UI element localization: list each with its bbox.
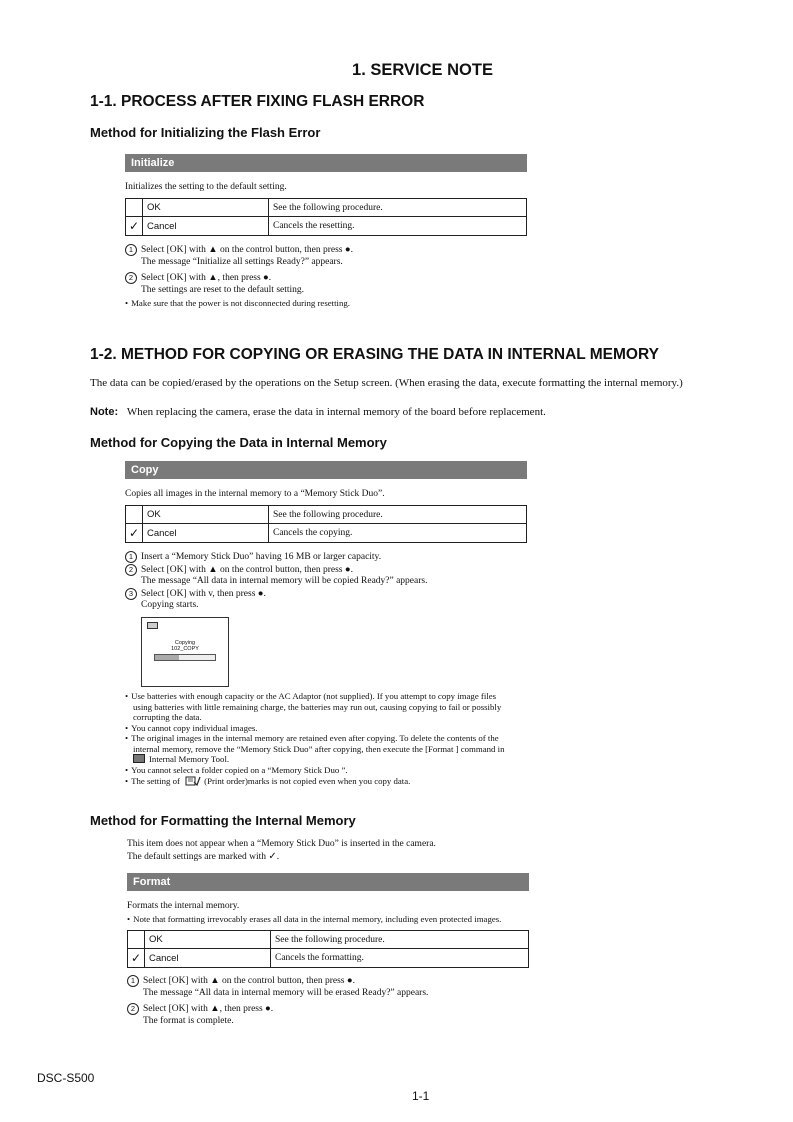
- format-bullet: • Note that formatting irrevocably erases all data in the internal memory, including even protected images.: [127, 914, 501, 925]
- option-desc: See the following procedure.: [269, 199, 527, 217]
- step-number-icon: 1: [125, 244, 137, 256]
- copy-bar: Copy: [125, 461, 527, 479]
- format-intro-line: This item does not appear when a “Memory Stick Duo” is inserted in the camera.: [127, 839, 436, 849]
- table-row[interactable]: [126, 524, 527, 543]
- option-desc: See the following procedure.: [269, 506, 527, 524]
- screen-text: [142, 640, 228, 652]
- step-number-icon: 2: [125, 564, 137, 576]
- option-label: OK: [143, 199, 269, 217]
- option-label: OK: [143, 506, 269, 524]
- step-number-icon: 1: [127, 975, 139, 987]
- copy-intro: Copies all images in the internal memory to a “Memory Stick Duo”.: [125, 489, 385, 499]
- check-cell: [126, 217, 143, 236]
- note: [90, 406, 546, 418]
- checkmark-icon: ✓: [268, 850, 277, 862]
- bullet-text: (Print order)marks is not copied even when you copy data.: [204, 776, 411, 786]
- bullet-line: [125, 775, 545, 787]
- table-row[interactable]: [126, 506, 527, 524]
- step-text: Insert a “Memory Stick Duo” having 16 MB or larger capacity.: [141, 552, 382, 562]
- initialize-step-2: [125, 272, 304, 296]
- section-heading-copy-erase: 1-2. METHOD FOR COPYING OR ERASING THE DATA IN INTERNAL MEMORY: [90, 346, 659, 363]
- step-text: Select [OK] with ▲, then press ●.: [143, 1004, 274, 1014]
- option-label: Cancel: [145, 949, 271, 968]
- progress-fill: [155, 655, 179, 660]
- option-label: OK: [145, 931, 271, 949]
- step-number-icon: 2: [127, 1003, 139, 1015]
- copy-options-table: [125, 505, 527, 543]
- table-row[interactable]: [126, 217, 527, 236]
- bullet-line: using batteries with little remaining charge, the batteries may run out, causing copying to fail or possibly: [133, 701, 502, 712]
- step-text: The message “All data in internal memory will be copied Ready?” appears.: [141, 576, 428, 586]
- step-text: The settings are reset to the default setting.: [141, 284, 305, 295]
- step-text: Select [OK] with ▲ on the control button, then press ●.: [143, 976, 355, 986]
- bullet-line: internal memory, remove the “Memory Stick Duo” after copying, then execute the [Format ] command in: [133, 743, 505, 754]
- format-step-1: [127, 975, 428, 999]
- step-text: Select [OK] with ▲ on the control button, then press ●.: [141, 245, 353, 255]
- option-desc: Cancels the formatting.: [271, 949, 529, 968]
- table-row[interactable]: [128, 949, 529, 968]
- bullet-line: • You cannot copy individual images.: [125, 723, 545, 734]
- checkmark-icon: ✓: [128, 526, 140, 540]
- note-text: When replacing the camera, erase the data in internal memory of the board before replacement.: [126, 406, 546, 418]
- check-cell: [128, 931, 145, 949]
- format-intro: [127, 838, 436, 863]
- section-heading-flash-error: 1-1. PROCESS AFTER FIXING FLASH ERROR: [90, 93, 425, 110]
- step-text: The message “Initialize all settings Ready?” appears.: [141, 256, 343, 267]
- option-label: Cancel: [143, 524, 269, 543]
- page-title: 1. SERVICE NOTE: [352, 61, 493, 79]
- bullet-line: [125, 754, 545, 765]
- check-cell: [128, 949, 145, 968]
- subheading-copy: Method for Copying the Data in Internal Memory: [90, 435, 387, 450]
- step-text: Select [OK] with v, then press ●.: [141, 588, 266, 599]
- camera-screen-illustration: [141, 617, 229, 687]
- initialize-bullet: • Make sure that the power is not disconnected during resetting.: [125, 298, 350, 309]
- progress-bar: [154, 654, 216, 661]
- section2-intro: The data can be copied/erased by the operations on the Setup screen. (When erasing the data, execute formatting the internal memory.): [90, 377, 683, 389]
- option-desc: Cancels the copying.: [269, 524, 527, 543]
- step-text: Select [OK] with ▲ on the control button, then press ●.: [141, 564, 353, 575]
- initialize-options-table: [125, 198, 527, 236]
- step-number-icon: 2: [125, 272, 137, 284]
- option-desc: See the following procedure.: [271, 931, 529, 949]
- format-desc: Formats the internal memory.: [127, 901, 240, 911]
- check-cell: [126, 524, 143, 543]
- copy-steps: [125, 551, 427, 612]
- initialize-bar: Initialize: [125, 154, 527, 172]
- initialize-intro: Initializes the setting to the default setting.: [125, 182, 287, 192]
- format-step-2: [127, 1003, 273, 1027]
- step-text: Select [OK] with ▲, then press ●.: [141, 273, 272, 283]
- print-order-icon: [185, 775, 201, 786]
- note-label: Note:: [90, 406, 119, 418]
- format-intro-text: The default settings are marked with: [127, 851, 267, 862]
- internal-memory-icon: [133, 754, 145, 763]
- step-text: Copying starts.: [141, 600, 199, 610]
- subheading-initialize: Method for Initializing the Flash Error: [90, 125, 321, 140]
- checkmark-icon: ✓: [128, 219, 140, 233]
- step-number-icon: 1: [125, 551, 137, 563]
- option-desc: Cancels the resetting.: [269, 217, 527, 236]
- initialize-step-1: [125, 244, 353, 268]
- table-row[interactable]: [128, 931, 529, 949]
- option-label: Cancel: [143, 217, 269, 236]
- checkmark-icon: ✓: [130, 951, 142, 965]
- bullet-line: corrupting the data.: [133, 712, 202, 722]
- bullet-text: Internal Memory Tool.: [149, 754, 230, 764]
- format-options-table: [127, 930, 529, 968]
- bullet-line: • The original images in the internal memory are retained even after copying. To delete the contents of the: [125, 733, 545, 744]
- page-number: 1-1: [412, 1089, 430, 1103]
- format-bar: Format: [127, 873, 529, 891]
- bullet-line: • Use batteries with enough capacity or the AC Adaptor (not supplied). If you attempt to copy image files: [125, 691, 545, 702]
- copy-bullets: [125, 691, 545, 787]
- format-intro-line: The default settings are marked with ✓.: [127, 850, 280, 862]
- bullet-text: The setting of: [131, 776, 180, 786]
- step-text: The format is complete.: [143, 1015, 234, 1026]
- step-text: The message “All data in internal memory will be erased Ready?” appears.: [143, 987, 429, 998]
- screen-copying-label: Copying: [174, 640, 196, 646]
- subheading-format: Method for Formatting the Internal Memory: [90, 813, 356, 828]
- step-number-icon: 3: [125, 588, 137, 600]
- model-label: DSC-S500: [37, 1071, 95, 1085]
- check-cell: [126, 199, 143, 217]
- memory-icon: [147, 622, 158, 629]
- table-row[interactable]: [126, 199, 527, 217]
- check-cell: [126, 506, 143, 524]
- bullet-line: • You cannot select a folder copied on a “Memory Stick Duo ”.: [125, 765, 545, 776]
- screen-folder-label: 102_COPY: [171, 646, 199, 652]
